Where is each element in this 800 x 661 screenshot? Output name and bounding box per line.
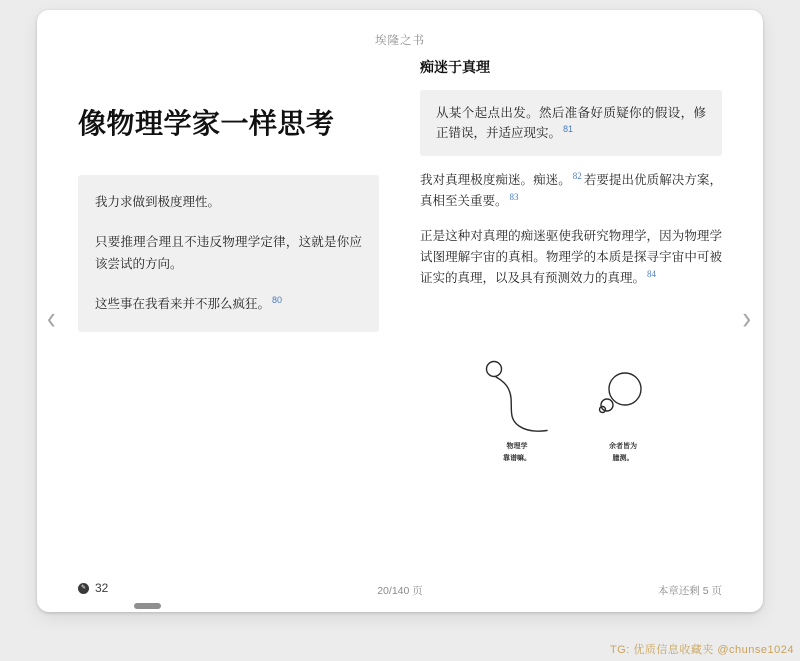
doodle-caption-right: 余者皆为 臆测。 (609, 443, 637, 462)
drag-handle[interactable] (134, 603, 161, 609)
watermark-text: TG: 优质信息收藏夹 @chunse1024 (609, 644, 794, 656)
small-circle-icon (601, 399, 613, 411)
right-quote-box: 从某个起点出发。然后准备好质疑你的假设，修正错误，并适应现实。 $^{81}$ (420, 90, 722, 156)
doodle-drawing (420, 346, 722, 481)
right-page (420, 57, 722, 289)
section-title: 痴迷于真理 (420, 59, 490, 75)
book-title: 埃隆之书 (375, 35, 425, 47)
slope-curve (496, 377, 547, 431)
notes-count: 32 (95, 581, 109, 595)
footnote-link-80[interactable]: 80 (272, 294, 283, 305)
prev-page-chevron-icon[interactable]: ‹ (47, 298, 56, 336)
reader-card (37, 10, 763, 612)
left-page (78, 106, 379, 332)
quote-paragraph: 这些事在我看来并不那么疯狂。 $^{80}$ (95, 294, 283, 311)
body-paragraph: 我对真理极度痴迷。痴迷。 $^{82}$ 若要提出优质解决方案，真相至关重要。 $^{83}$ (420, 170, 722, 208)
left-quote-box (78, 175, 379, 332)
illustration (420, 346, 722, 481)
doodle-caption-left: 物理学 靠谱嘛。 (503, 443, 531, 462)
footnote-link-81[interactable]: 81 (563, 123, 574, 134)
next-page-chevron-icon[interactable]: › (742, 298, 751, 336)
notes-icon: ✎ (78, 583, 89, 594)
footnote-link-83[interactable]: 83 (509, 191, 519, 202)
quote-paragraph: 只要推理合理且不违反物理学定律，这就是你应该尝试的方向。 (95, 235, 362, 271)
body-paragraph: 正是这种对真理的痴迷驱使我研究物理学，因为物理学试图理解宇宙的真相。物理学的本质是探寻宇宙中可被证实的真理，以及具有预测效力的真理。 $^{84}$ (420, 229, 722, 285)
footnote-link-84[interactable]: 84 (647, 268, 657, 279)
quote-paragraph: 我力求做到极度理性。 (95, 195, 221, 209)
footnote-link-82[interactable]: 82 (572, 170, 582, 181)
big-circle-icon (609, 373, 641, 405)
ball-on-slope-icon (487, 362, 502, 377)
page-indicator: 20/140 页 (377, 585, 423, 597)
reader-footer (78, 581, 722, 597)
chapter-title: 像物理学家一样思考 (78, 108, 335, 139)
chapter-remaining: 本章还剩 5 页 (657, 585, 722, 597)
